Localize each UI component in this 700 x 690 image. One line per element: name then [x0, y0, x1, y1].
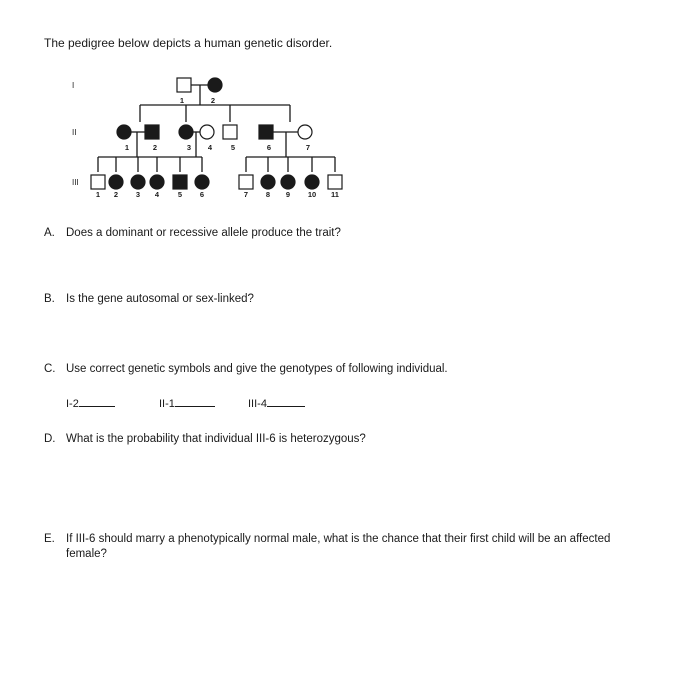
- pedigree-chart: [0, 60, 400, 210]
- individual-label: 1: [95, 190, 101, 199]
- question-e: E. If III-6 should marry a phenotypically normal male, what is the chance that their first child will be an affected female?: [44, 532, 644, 562]
- female-symbol: [109, 175, 123, 189]
- individual-label: 4: [207, 143, 213, 152]
- individual-label: 1: [179, 96, 185, 105]
- male-symbol: [223, 125, 237, 139]
- generation-label: II: [72, 128, 77, 137]
- male-symbol: [328, 175, 342, 189]
- question-b-text: Is the gene autosomal or sex-linked?: [66, 293, 254, 305]
- individual-label: 2: [113, 190, 119, 199]
- male-symbol: [239, 175, 253, 189]
- question-a-text: Does a dominant or recessive allele produce the trait?: [66, 227, 341, 239]
- individual-label: 3: [135, 190, 141, 199]
- male-symbol: [177, 78, 191, 92]
- question-d: D. What is the probability that individual III-6 is heterozygous?: [44, 433, 366, 445]
- male-symbol: [173, 175, 187, 189]
- individual-label: 9: [285, 190, 291, 199]
- genotype-blank-i2: I-2: [66, 396, 115, 410]
- question-a: A. Does a dominant or recessive allele produce the trait?: [44, 227, 341, 239]
- female-symbol: [179, 125, 193, 139]
- female-symbol: [281, 175, 295, 189]
- answer-blank[interactable]: [79, 396, 115, 407]
- individual-label: 6: [266, 143, 272, 152]
- female-symbol: [117, 125, 131, 139]
- answer-blank[interactable]: [175, 396, 215, 407]
- female-symbol: [131, 175, 145, 189]
- individual-label: 3: [186, 143, 192, 152]
- individual-label: 10: [307, 190, 317, 199]
- genotype-blank-ii1: II-1: [159, 396, 215, 410]
- female-symbol: [195, 175, 209, 189]
- individual-label: 7: [305, 143, 311, 152]
- answer-blank[interactable]: [267, 396, 305, 407]
- female-symbol: [261, 175, 275, 189]
- question-d-text: What is the probability that individual III-6 is heterozygous?: [66, 433, 366, 445]
- individual-label: 2: [210, 96, 216, 105]
- individual-label: 8: [265, 190, 271, 199]
- male-symbol: [259, 125, 273, 139]
- individual-label: 6: [199, 190, 205, 199]
- individual-label: 5: [230, 143, 236, 152]
- female-symbol: [298, 125, 312, 139]
- female-symbol: [150, 175, 164, 189]
- intro-text: The pedigree below depicts a human genetic disorder.: [44, 36, 333, 50]
- female-symbol: [208, 78, 222, 92]
- individual-label: 11: [331, 190, 339, 199]
- female-symbol: [305, 175, 319, 189]
- individual-label: 7: [243, 190, 249, 199]
- generation-label: I: [72, 81, 75, 90]
- female-symbol: [200, 125, 214, 139]
- male-symbol: [91, 175, 105, 189]
- generation-label: III: [72, 178, 79, 187]
- individual-label: 2: [152, 143, 158, 152]
- question-c-text: Use correct genetic symbols and give the genotypes of following individual.: [66, 363, 448, 375]
- question-b: B. Is the gene autosomal or sex-linked?: [44, 293, 254, 305]
- question-e-text: If III-6 should marry a phenotypically normal male, what is the chance that their first child will be an affected female?: [66, 533, 611, 560]
- question-c: C. Use correct genetic symbols and give the genotypes of following individual.: [44, 363, 448, 375]
- individual-label: 1: [124, 143, 130, 152]
- male-symbol: [145, 125, 159, 139]
- individual-label: 4: [154, 190, 160, 199]
- individual-label: 5: [177, 190, 183, 199]
- genotype-blank-iii4: III-4: [248, 396, 305, 410]
